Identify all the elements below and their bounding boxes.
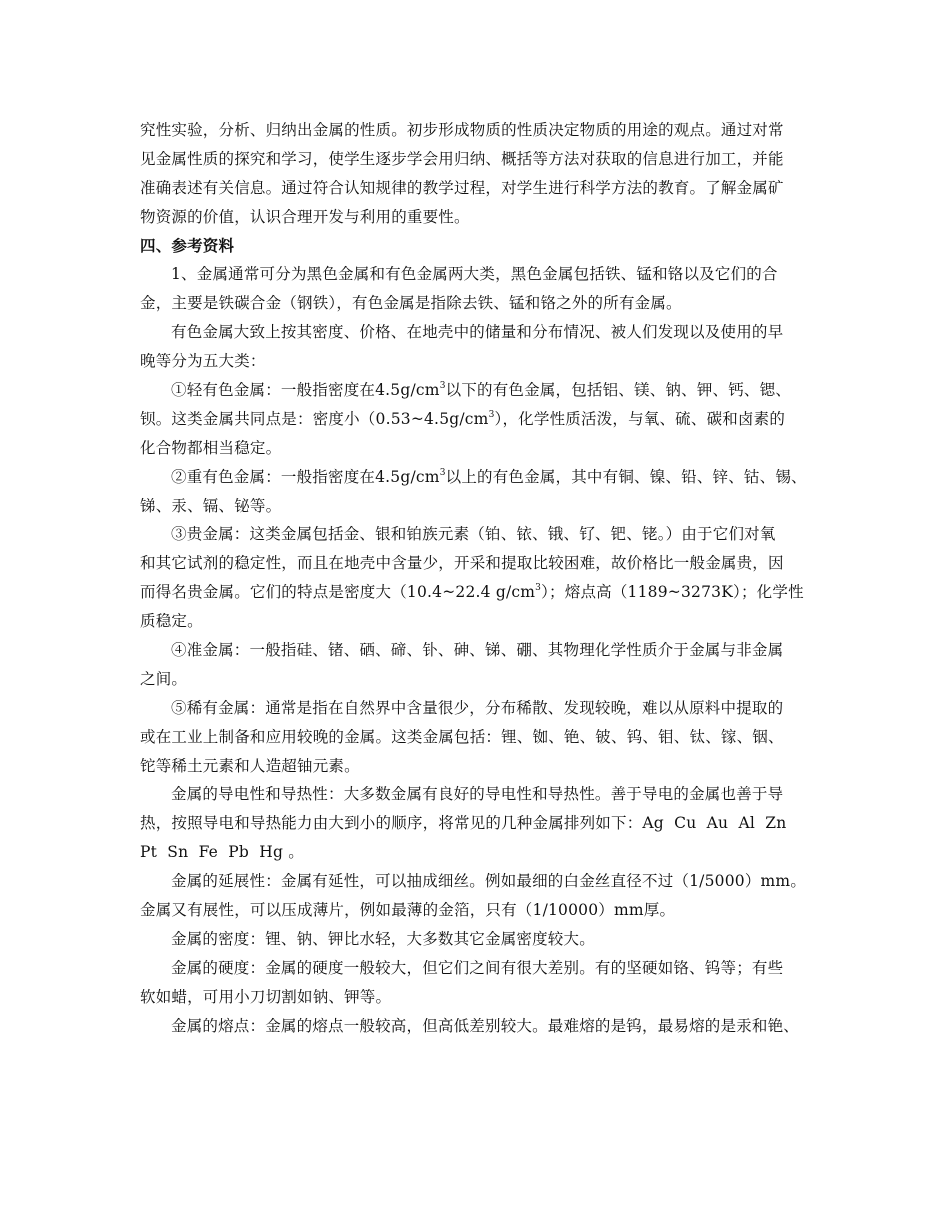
light-metals-text-d: 钡。这类金属共同点是：密度小（0.53~4.5g/cm [140,409,489,428]
semi-metals-line-1: ④准金属：一般指硅、锗、硒、碲、钋、砷、锑、硼、其物理化学性质介于金属与非金属 [171,641,784,660]
precious-metals-text-a: 而得名贵金属。它们的特点是密度大（10.4~22.4 g/cm [140,583,536,602]
conductivity-line-2: 热，按照导电和导热能力由大到小的顺序，将常见的几种金属排列如下：Ag Cu Au Al Zn [140,814,787,833]
rare-metals-line-2: 或在工业上制备和应用较晚的金属。这类金属包括：锂、铷、铯、铍、钨、钼、钛、镓、铟、 [140,727,784,746]
light-metals-text-a: ①轻有色金属：一般指密度在4.5g/cm [171,381,440,400]
heavy-metals-text-a: ②重有色金属：一般指密度在4.5g/cm [171,467,440,486]
precious-metals-line-2: 和其它试剂的稳定性，而且在地壳中含量少，开采和提取比较困难，故价格比一般金属贵，因 [140,554,784,573]
precious-metals-line-3 [140,578,830,607]
para-nonferrous-line-2: 晚等分为五大类： [140,352,266,371]
rare-metals-line-1: ⑤稀有金属：通常是指在自然界中含量很少，分布稀散、发现较晚，难以从原料中提取的 [171,698,784,717]
ductility-line-1: 金属的延展性：金属有延性，可以抽成细丝。例如最细的白金丝直径不过（1/5000）mm。 [171,872,807,891]
hardness-line-2: 软如蜡，可用小刀切割如钠、钾等。 [140,987,392,1006]
conductivity-line-3: Pt Sn Fe Pb Hg 。 [140,843,304,862]
para-metal-classes-line-1: 1、金属通常可分为黑色金属和有色金属两大类，黑色金属包括铁、锰和铬以及它们的合 [171,265,778,284]
precious-metals-line-4: 质稳定。 [140,612,203,631]
heavy-metals-line-1 [140,463,830,492]
superscript-3: 3 [439,467,446,478]
precious-metals-text-c: ）；熔点高（1189~3273K）；化学性 [541,583,804,602]
melting-line: 金属的熔点：金属的熔点一般较高，但高低差别较大。最难熔的是钨，最易熔的是汞和铯、 [171,1016,800,1035]
section-heading: 四、参考资料 [140,235,235,255]
superscript-3: 3 [535,583,542,594]
light-metals-line-3: 化合物都相当稳定。 [140,438,282,457]
intro-line-3: 准确表述有关信息。通过符合认知规律的教学过程，对学生进行科学方法的教育。了解金属矿 [140,178,784,197]
light-metals-text-c: 以下的有色金属，包括铝、镁、钠、钾、钙、锶、 [445,381,792,400]
intro-line-2: 见金属性质的探究和学习，使学生逐步学会用归纳、概括等方法对获取的信息进行加工，并能 [140,149,784,168]
light-metals-line-1 [140,376,830,405]
para-nonferrous-line-1: 有色金属大致上按其密度、价格、在地壳中的储量和分布情况、被人们发现以及使用的早 [171,323,784,342]
light-metals-line-2 [140,405,830,434]
ductility-line-2: 金属又有展性，可以压成薄片，例如最薄的金箔，只有（1/10000）mm厚。 [140,901,676,920]
superscript-3: 3 [439,380,446,391]
intro-line-1: 究性实验，分析、归纳出金属的性质。初步形成物质的性质决定物质的用途的观点。通过对常 [140,121,784,139]
superscript-3: 3 [488,409,495,420]
document-page [140,116,830,1041]
intro-line-4: 物资源的价值，认识合理开发与利用的重要性。 [140,207,470,226]
conductivity-line-1: 金属的导电性和导热性：大多数金属有良好的导电性和导热性。善于导电的金属也善于导 [171,785,784,804]
light-metals-text-e: ），化学性质活泼，与氧、硫、碳和卤素的 [494,409,786,428]
semi-metals-line-2: 之间。 [140,669,188,688]
heavy-metals-text-c: 以上的有色金属，其中有铜、镍、铅、锌、钴、锡、 [445,467,807,486]
precious-metals-line-1: ③贵金属：这类金属包括金、银和铂族元素（铂、铱、锇、钌、钯、铑。）由于它们对氧 [171,525,776,544]
hardness-line-1: 金属的硬度：金属的硬度一般较大，但它们之间有很大差别。有的坚硬如铬、钨等；有些 [171,958,784,977]
heavy-metals-line-2: 锑、汞、镉、铋等。 [140,496,282,515]
para-metal-classes-line-2: 金，主要是铁碳合金（钢铁），有色金属是指除去铁、锰和铬之外的所有金属。 [140,294,682,313]
rare-metals-line-3: 铊等稀土元素和人造超铀元素。 [140,756,360,775]
density-line: 金属的密度：锂、钠、钾比水轻，大多数其它金属密度较大。 [171,929,595,948]
